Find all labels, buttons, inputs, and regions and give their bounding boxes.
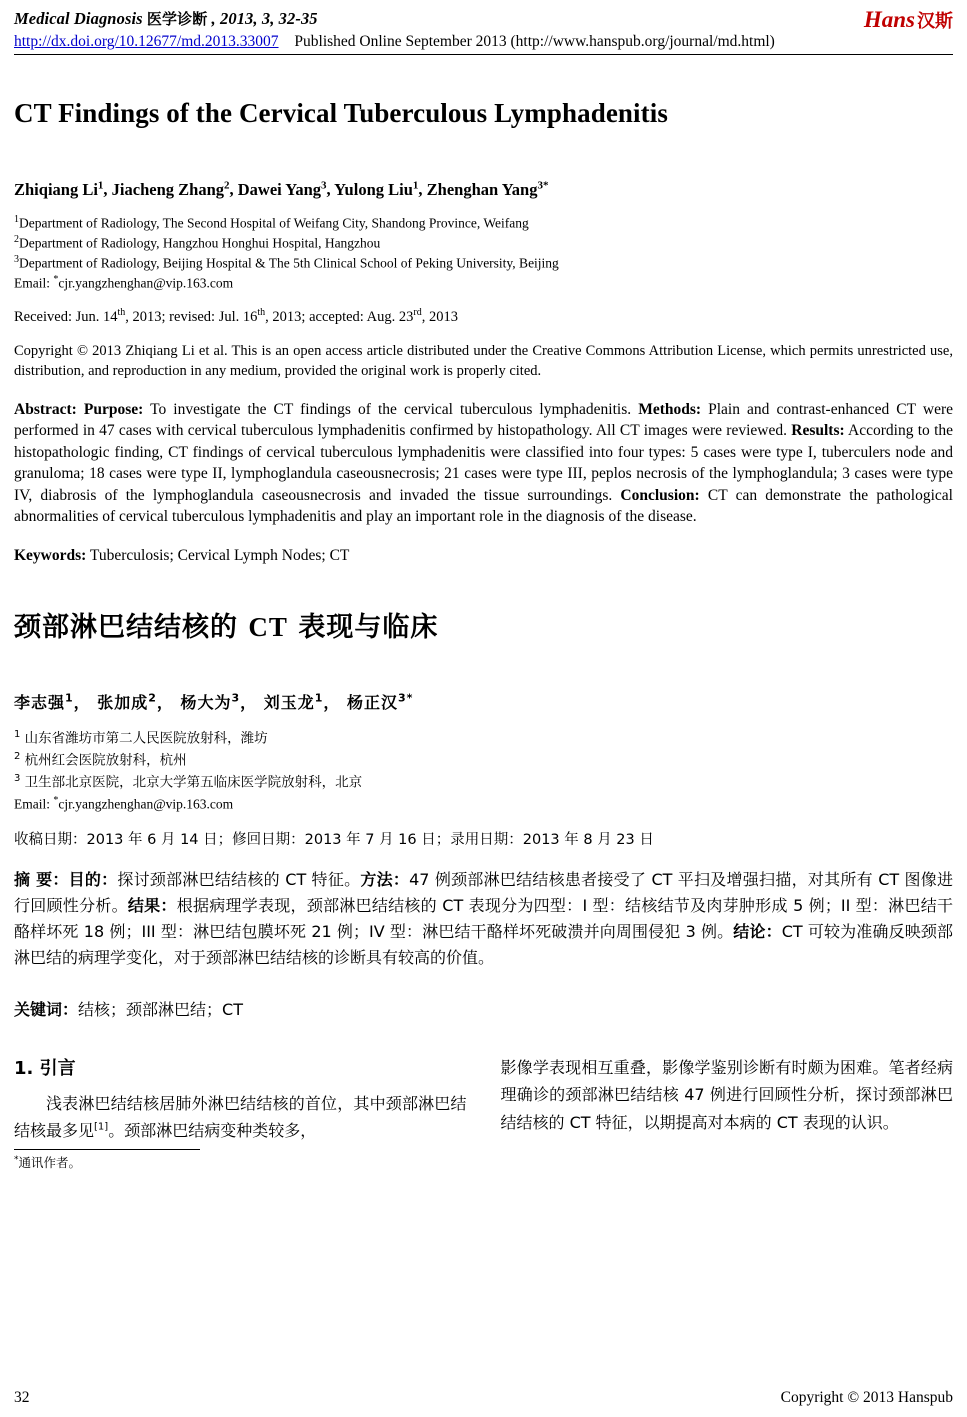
intro-paragraph-right: 影像学表现相互重叠，影像学鉴别诊断有时颇为困难。笔者经病理确诊的颈部淋巴结结核 47 例进行回顾性分析，探讨颈部淋巴结结核的 CT 特征，以期提高对本病的 CT 表现的认识。 — [500, 1057, 953, 1132]
ordinal-suffix: th — [117, 307, 126, 319]
published-online-note: Published Online September 2013 (http://www.hanspub.org/journal/md.html) — [294, 33, 775, 50]
methods-label: Methods: — [638, 401, 702, 419]
author — [347, 693, 413, 712]
author-name: 刘玉龙 — [263, 693, 315, 713]
abstract-en — [14, 399, 953, 527]
journal-citation — [14, 8, 318, 29]
footnote-block — [14, 1149, 467, 1171]
author-affil-marker: 3 — [231, 692, 241, 706]
email-line-en — [14, 273, 953, 293]
affiliation-marker: 1 — [14, 729, 21, 741]
author — [264, 693, 324, 712]
affiliation-text: Department of Radiology, Hangzhou Honghui Hospital, Hangzhou — [19, 235, 381, 251]
author-name: Zhiqiang Li — [14, 179, 98, 199]
affiliation-item — [14, 213, 953, 233]
affiliations-en — [14, 213, 953, 293]
affiliation-text: Department of Radiology, Beijing Hospital & The 5th Clinical School of Peking University, Beijing — [19, 255, 559, 271]
journal-title-cn: 医学诊断 — [146, 10, 208, 28]
author-affil-marker: 2 — [148, 692, 157, 706]
author-affil-marker: 3* — [398, 692, 414, 706]
author — [427, 180, 549, 199]
author-affil-marker: 1 — [97, 179, 104, 192]
conclusion-text-cn: CT 可较为准确反映颈部淋巴结的病理学变化，对于颈部淋巴结结核的诊断具有较高的价值。 — [14, 922, 953, 968]
methods-label-cn: 方法： — [360, 870, 410, 890]
copyright-statement: Copyright © 2013 Zhiqiang Li et al. This is an open access article distributed under the Creative Commons Attribution License, which permits unrestricted use, distribution, and reproduction in any medium, provided the original work is properly cited. — [14, 342, 953, 379]
corresponding-marker: * — [53, 274, 59, 286]
footnote-text — [14, 1153, 467, 1171]
affiliation-item — [14, 253, 953, 273]
intro-paragraph-left — [14, 1090, 467, 1145]
author-name: Jiacheng Zhang — [111, 179, 224, 199]
authors-cn: 李志强$^1$， 张加成$^2$， 杨大为$^3$， 刘玉龙$^1$， 杨正汉$^{3*}$ — [14, 692, 414, 713]
author-name: 杨正汉 — [347, 693, 399, 713]
affiliation-item — [14, 727, 953, 749]
body-columns — [14, 1054, 953, 1171]
footnote-content: 通讯作者。 — [18, 1155, 82, 1170]
section-heading-introduction: 1. 引言 — [14, 1057, 76, 1079]
affiliations-cn — [14, 727, 953, 814]
keywords-en — [14, 547, 953, 565]
email-address: cjr.yangzhenghan@vip.163.com — [58, 275, 234, 291]
affiliation-marker: 3 — [14, 772, 21, 784]
affiliation-text: 山东省潍坊市第二人民医院放射科，潍坊 — [24, 730, 268, 747]
email-address: cjr.yangzhenghan@vip.163.com — [58, 796, 234, 812]
affiliation-text: Department of Radiology, The Second Hospital of Weifang City, Shandong Province, Weifang — [19, 215, 529, 231]
purpose-label: Purpose: — [83, 401, 144, 419]
author-name: 张加成 — [97, 693, 149, 713]
author-name: Dawei Yang — [237, 179, 322, 199]
author-affil-marker: 1 — [314, 692, 324, 706]
results-label-cn: 结果： — [127, 896, 177, 916]
page-title-cn — [14, 605, 953, 644]
author-name: 李志强 — [14, 693, 66, 713]
footer-copyright: Copyright © 2013 Hanspub — [780, 1389, 953, 1406]
affiliation-marker: 2 — [14, 233, 19, 245]
purpose-text: To investigate the CT findings of the cervical tuberculous lymphadenitis. — [143, 401, 639, 419]
affiliation-text: 杭州红会医院放射科，杭州 — [24, 752, 187, 769]
publisher-logo — [864, 8, 953, 31]
ordinal-suffix: th — [257, 307, 266, 319]
affiliation-text: 卫生部北京医院，北京大学第五临床医学院放射科，北京 — [24, 774, 363, 791]
publisher-name-cn: 汉斯 — [917, 11, 953, 32]
header-divider — [14, 54, 953, 55]
footnote-marker: * — [14, 1154, 19, 1165]
dates-en — [14, 307, 953, 326]
affiliation-marker: 2 — [14, 751, 21, 763]
purpose-label-cn: 目的： — [68, 870, 118, 890]
author — [14, 180, 103, 199]
journal-title-en: Medical Diagnosis — [14, 9, 143, 28]
doi-row — [14, 33, 953, 51]
author-affil-marker: 1 — [65, 692, 74, 706]
author — [334, 180, 418, 199]
column-left — [14, 1054, 467, 1171]
authors-en: Zhiqiang Li$^1$, Jiacheng Zhang$^2$, Dawei Yang$^3$, Yulong Liu$^1$, Zhenghan Yang$^{3*}$ — [14, 179, 549, 199]
author — [14, 693, 74, 712]
results-text: According to the histopathologic finding, CT findings of cervical tuberculous lymphadenitis were classified into four types: 5 cases were type I, tuberculers node and granuloma; 18 cases were type II, lymphoglandula caseousnecrosis; 21 cases were type III, peplos necrosis of the lymphoglandula; 3 cases were type IV, diabrosis of the lymphoglandula caseousnecrosis and invaded the tissue surroundings. — [14, 422, 954, 504]
citation-ref[interactable]: [1] — [94, 1122, 109, 1134]
results-text-cn: 根据病理学表现，颈部淋巴结结核的 CT 表现分为四型：I 型：结核结节及肉芽肿形成 5 例；II 型：淋巴结干酪样坏死 18 例；III 型：淋巴结包膜坏死 21 例；IV 型：淋巴结干酪样坏死破溃并向周围侵犯 3 例。 — [14, 896, 953, 942]
affiliation-marker: 1 — [14, 213, 19, 225]
paragraph-text: 浅表淋巴结结核居肺外淋巴结结核的首位，其中颈部淋巴结结核最多见 — [14, 1093, 467, 1141]
affiliation-marker: 3 — [14, 254, 19, 266]
abstract-cn — [14, 867, 953, 971]
affiliation-item — [14, 749, 953, 771]
title-cn-part: 表现与临床 — [287, 612, 439, 644]
author-name: 杨大为 — [180, 693, 232, 713]
title-cn-part: 颈部淋巴结结核的 — [14, 612, 249, 644]
footnote-divider — [14, 1149, 200, 1150]
conclusion-label: Conclusion: — [620, 486, 700, 504]
received-label: Received: Jun. 14 — [14, 308, 118, 325]
column-right — [501, 1054, 954, 1137]
email-label: Email: — [14, 796, 54, 812]
keywords-cn — [14, 997, 953, 1020]
journal-issue: , 2013, 3, 32-35 — [211, 9, 318, 28]
affiliation-item — [14, 771, 953, 793]
author — [112, 180, 230, 199]
author — [181, 693, 241, 712]
conclusion-text: CT can demonstrate the pathological abnormalities of cervical tuberculous lymphadenitis and play an important role in the diagnosis of the disease. — [14, 486, 953, 525]
methods-text-cn: 47 例颈部淋巴结结核患者接受了 CT 平扫及增强扫描，对其所有 CT 图像进行回顾性分析。 — [14, 870, 953, 916]
title-cn-part: CT — [248, 612, 288, 643]
page-title: CT Findings of the Cervical Tuberculous Lymphadenitis — [14, 98, 668, 128]
accepted-label: , 2013; accepted: Aug. 23 — [265, 308, 414, 325]
keywords-label: Keywords: — [14, 547, 87, 565]
page-number: 32 — [14, 1389, 30, 1406]
author-affil-marker: 3* — [537, 179, 549, 192]
paragraph-text: 。颈部淋巴结病变种类较多， — [108, 1121, 317, 1141]
conclusion-label-cn: 结论： — [733, 922, 782, 942]
purpose-text-cn: 探讨颈部淋巴结结核的 CT 特征。 — [117, 870, 361, 890]
corresponding-marker: * — [53, 794, 59, 806]
ordinal-suffix: rd — [413, 307, 422, 319]
author-name: Yulong Liu — [334, 179, 413, 199]
author-affil-marker: 3 — [321, 179, 327, 192]
methods-text: Plain and contrast-enhanced CT were performed in 47 cases with cervical tuberculous lymphadenitis confirmed by histopathology. All CT images were reviewed. — [14, 401, 953, 440]
email-line-cn — [14, 793, 953, 815]
page-header — [14, 8, 953, 31]
results-label: Results: — [791, 422, 845, 440]
dates-cn: 收稿日期：2013 年 6 月 14 日；修回日期：2013 年 7 月 16 日；录用日期：2013 年 8 月 23 日 — [14, 832, 654, 849]
publisher-name-en: Hans — [863, 7, 915, 32]
author-affil-marker: 1 — [412, 179, 419, 192]
abstract-label: Abstract: — [14, 401, 77, 419]
abstract-label-cn: 摘 要： — [14, 870, 69, 890]
accepted-date: , 2013 — [421, 308, 458, 325]
keywords-label-cn: 关键词： — [14, 999, 79, 1019]
doi-link[interactable]: http://dx.doi.org/10.12677/md.2013.33007 — [14, 33, 279, 50]
author — [97, 693, 157, 712]
affiliation-item — [14, 233, 953, 253]
author-affil-marker: 2 — [224, 179, 230, 192]
page-footer — [14, 1389, 953, 1407]
author — [238, 180, 327, 199]
author-name: Zhenghan Yang — [426, 179, 538, 199]
keywords-text: Tuberculosis; Cervical Lymph Nodes; CT — [86, 547, 350, 565]
email-label: Email: — [14, 275, 54, 291]
revised-label: , 2013; revised: Jul. 16 — [125, 308, 258, 325]
keywords-text-cn: 结核；颈部淋巴结；CT — [78, 999, 243, 1019]
